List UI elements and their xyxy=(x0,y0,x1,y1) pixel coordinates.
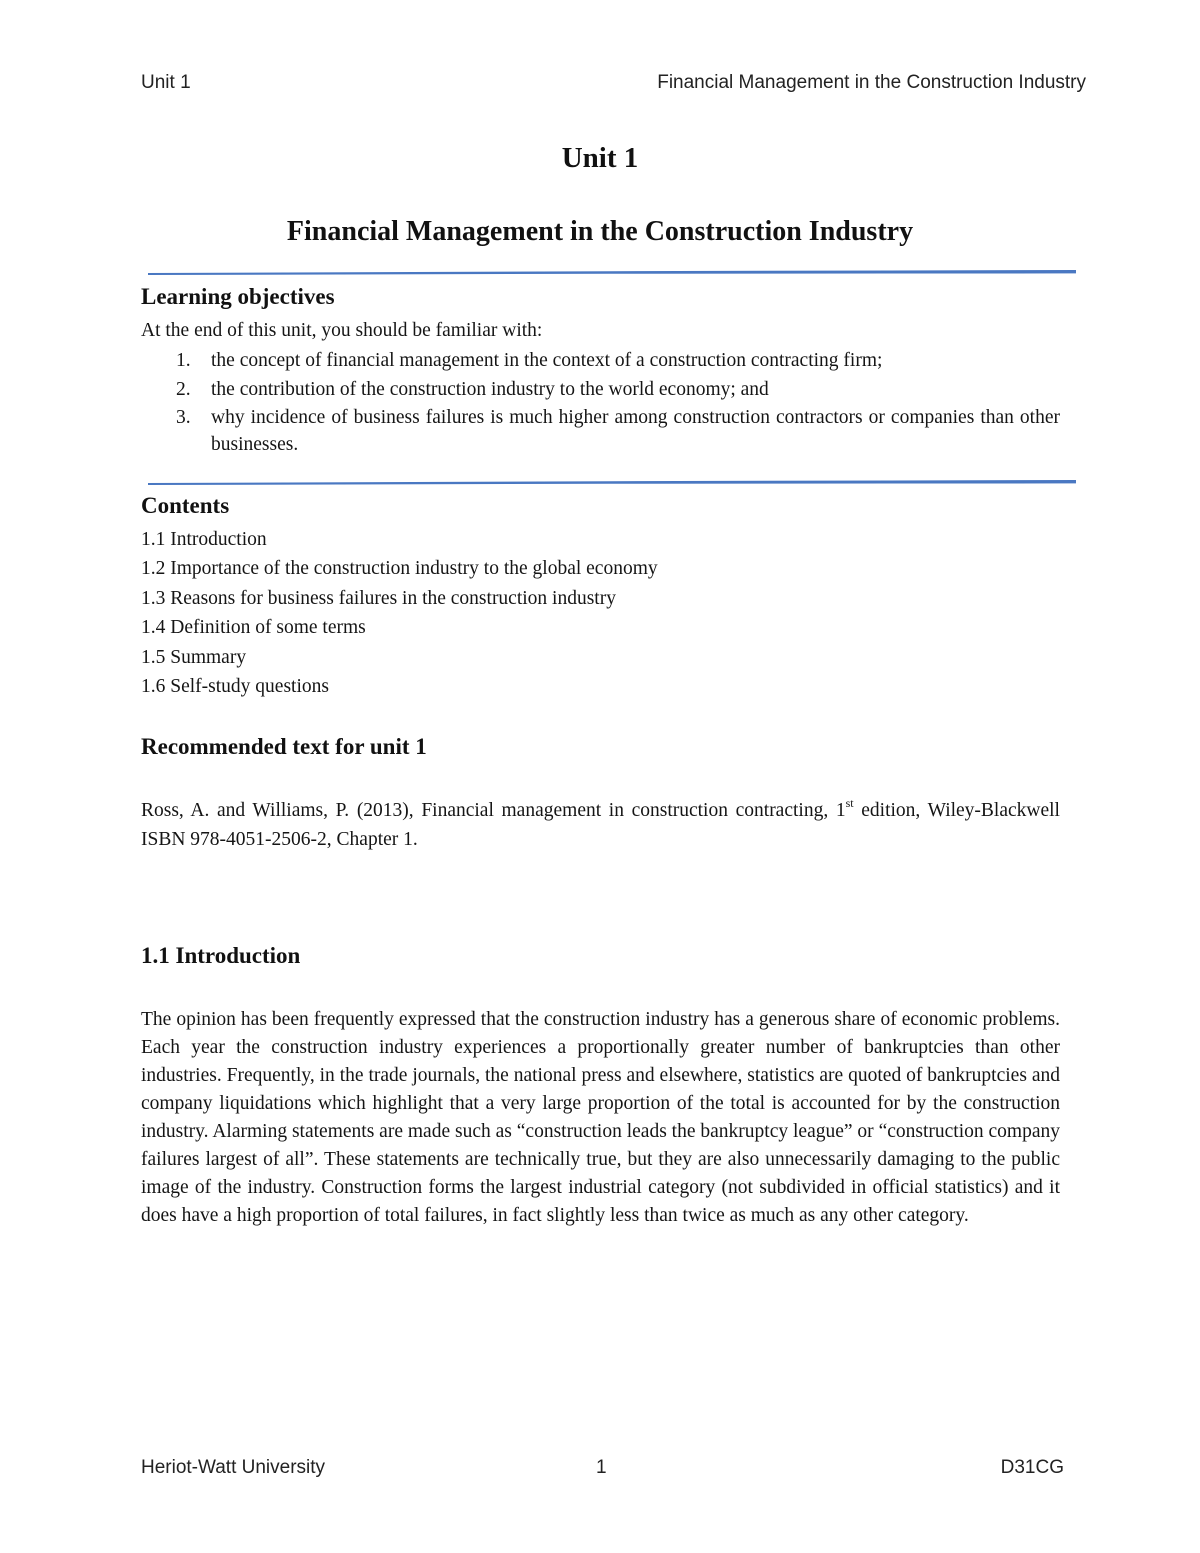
reference-text-end: edition, Wiley-Blackwell ISBN 978-4051-2506-2, Chapter 1. xyxy=(141,800,1060,850)
contents-item: 1.4 Definition of some terms xyxy=(141,617,366,639)
recommended-text-heading: Recommended text for unit 1 xyxy=(141,734,427,759)
running-header xyxy=(141,72,1086,98)
page-title: Financial Management in the Construction Industry xyxy=(286,216,914,247)
introduction-heading: 1.1 Introduction xyxy=(141,943,301,968)
contents-heading: Contents xyxy=(141,493,230,518)
footer-page-number: 1 xyxy=(596,1457,607,1478)
contents-item: 1.1 Introduction xyxy=(141,529,267,550)
divider-rule-top-shape xyxy=(148,270,1076,275)
contents-item: 1.6 Self-study questions xyxy=(141,676,329,698)
divider-rule-top xyxy=(148,270,1076,275)
objective-text: the concept of financial management in the context of a construction contracting firm; xyxy=(211,350,883,371)
contents-item: 1.2 Importance of the construction industry to the global economy xyxy=(141,558,658,580)
footer-university: Heriot-Watt University xyxy=(141,1457,326,1478)
objective-text: why incidence of business failures is much higher among construction contractors or companies than other businesses. xyxy=(211,407,1060,455)
contents-list xyxy=(141,525,658,701)
objective-number: 3. xyxy=(176,407,191,428)
objective-item xyxy=(141,375,1060,404)
unit-title: Unit 1 xyxy=(561,142,639,174)
contents-item: 1.5 Summary xyxy=(141,646,247,668)
objective-number: 1. xyxy=(176,350,191,371)
objective-text: the contribution of the construction industry to the world economy; and xyxy=(211,379,769,400)
learning-objectives-intro: At the end of this unit, you should be familiar with: xyxy=(141,320,543,341)
divider-rule-bottom xyxy=(148,480,1076,485)
divider-rule-bottom-shape xyxy=(148,480,1076,485)
page-footer xyxy=(141,1457,1064,1483)
introduction-paragraph: The opinion has been frequently expressed that the construction industry has a generous share of economic problems. Each year the construction industry experiences a proportionally greater number of bankruptcies than other industries. Frequently, in the trade journals, the national press and elsewhere, statistics are quoted of bankruptcies and company liquidations which highlight that a very large proportion of the total is accounted for by the construction industry. Alarming statements are made such as “construction leads the bankruptcy league” or “construction company failures largest of all”. These statements are technically true, but they are also unnecessarily damaging to the public image of the industry. Construction forms the largest industrial category (not subdivided in official statistics) and it does have a high proportion of total failures, in fact slightly less than twice as much as any other category. xyxy=(141,1009,1060,1226)
reference-text-start: Ross, A. and Williams, P. (2013), Financial management in construction contracting, 1 xyxy=(141,800,846,821)
learning-objectives-list xyxy=(141,346,1060,458)
objective-item xyxy=(141,346,1060,375)
reference-citation xyxy=(141,796,1060,854)
header-unit-label: Unit 1 xyxy=(141,72,191,93)
objective-number: 2. xyxy=(176,379,191,400)
objective-item xyxy=(141,404,1060,458)
header-course-title: Financial Management in the Construction Industry xyxy=(657,72,1086,93)
reference-superscript: st xyxy=(845,795,854,810)
contents-item: 1.3 Reasons for business failures in the construction industry xyxy=(141,587,616,609)
footer-course-code: D31CG xyxy=(1000,1457,1064,1478)
learning-objectives-heading: Learning objectives xyxy=(141,284,335,309)
